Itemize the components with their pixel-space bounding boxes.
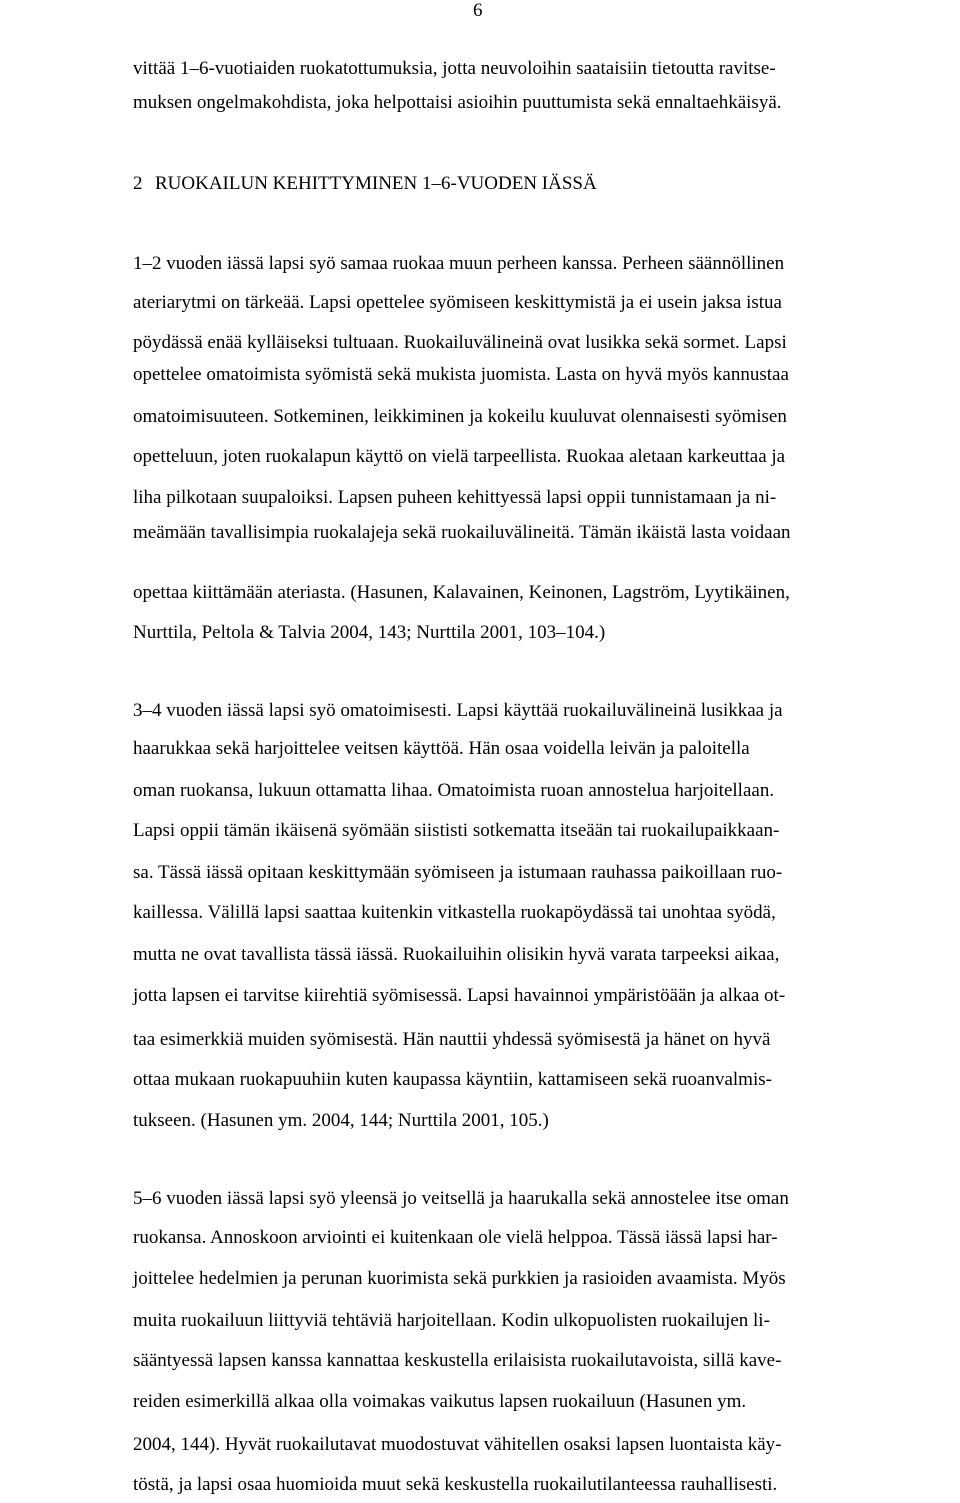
p2-line-7: mutta ne ovat tavallista tässä iässä. Ruokailuihin olisikin hyvä varata tarpeeksi aikaa, (133, 944, 780, 965)
intro-line-1: vittää 1–6-vuotiaiden ruokatottumuksia, jotta neuvoloihin saataisiin tietoutta ravitse- (133, 58, 776, 79)
p1-line-10: Nurttila, Peltola & Talvia 2004, 143; Nurttila 2001, 103–104.) (133, 622, 606, 643)
p2-line-5: sa. Tässä iässä opitaan keskittymään syömiseen ja istumaan rauhassa paikoillaan ruo- (133, 862, 783, 883)
section-number: 2 (133, 173, 143, 194)
p3-line-7: 2004, 144). Hyvät ruokailutavat muodostuvat vähitellen osaksi lapsen luontaista käy- (133, 1434, 782, 1455)
p1-line-8: meämään tavallisimpia ruokalajeja sekä ruokailuvälineitä. Tämän ikäistä lasta voidaan (133, 522, 791, 543)
p2-line-9: taa esimerkkiä muiden syömisestä. Hän nauttii yhdessä syömisestä ja hänet on hyvä (133, 1029, 771, 1050)
p3-line-2: ruokansa. Annoskoon arviointi ei kuitenkaan ole vielä helppoa. Tässä iässä lapsi har- (133, 1227, 778, 1248)
p3-line-6: reiden esimerkillä alkaa olla voimakas vaikutus lapsen ruokailuun (Hasunen ym. (133, 1391, 747, 1412)
p2-line-3: oman ruokansa, lukuun ottamatta lihaa. Omatoimista ruoan annostelua harjoitellaan. (133, 780, 775, 801)
p1-line-4: opettelee omatoimista syömistä sekä mukista juomista. Lasta on hyvä myös kannustaa (133, 364, 789, 385)
p3-line-8: töstä, ja lapsi osaa huomioida muut sekä keskustella ruokailutilanteessa rauhallisesti. (133, 1474, 778, 1495)
page-number: 6 (473, 0, 483, 21)
p3-line-4: muita ruokailuun liittyviä tehtäviä harjoitellaan. Kodin ulkopuolisten ruokailujen li- (133, 1310, 770, 1331)
p1-line-2: ateriarytmi on tärkeää. Lapsi opettelee syömiseen keskittymistä ja ei usein jaksa istua (133, 292, 782, 313)
p1-line-3: pöydässä enää kylläiseksi tultuaan. Ruokailuvälineinä ovat lusikka sekä sormet. Lapsi (133, 332, 787, 353)
p3-line-5: sääntyessä lapsen kanssa kannattaa keskustella erilaisista ruokailutavoista, sillä kave- (133, 1350, 782, 1371)
p2-line-10: ottaa mukaan ruokapuuhiin kuten kaupassa käyntiin, kattamiseen sekä ruoanvalmis- (133, 1069, 772, 1090)
p1-line-6: opetteluun, joten ruokalapun käyttö on vielä tarpeellista. Ruokaa aletaan karkeuttaa ja (133, 446, 786, 467)
p2-line-8: jotta lapsen ei tarvitse kiirehtiä syömisessä. Lapsi havainnoi ympäristöään ja alkaa ot- (133, 985, 786, 1006)
p3-line-3: joittelee hedelmien ja perunan kuorimista sekä purkkien ja rasioiden avaamista. Myös (133, 1268, 786, 1289)
p1-line-5: omatoimisuuteen. Sotkeminen, leikkiminen ja kokeilu kuuluvat olennaisesti syömisen (133, 406, 787, 427)
section-heading (133, 173, 597, 195)
p1-line-9: opettaa kiittämään ateriasta. (Hasunen, Kalavainen, Keinonen, Lagström, Lyytikäinen, (133, 582, 790, 603)
p2-line-11: tukseen. (Hasunen ym. 2004, 144; Nurttila 2001, 105.) (133, 1110, 549, 1131)
p2-line-1: 3–4 vuoden iässä lapsi syö omatoimisesti. Lapsi käyttää ruokailuvälineinä lusikkaa ja (133, 700, 783, 721)
p1-line-7: liha pilkotaan suupaloiksi. Lapsen puheen kehittyessä lapsi oppii tunnistamaan ja ni- (133, 487, 777, 508)
p2-line-4: Lapsi oppii tämän ikäisenä syömään siististi sotkematta itseään tai ruokailupaikkaan- (133, 820, 780, 841)
p1-line-1: 1–2 vuoden iässä lapsi syö samaa ruokaa muun perheen kanssa. Perheen säännöllinen (133, 253, 785, 274)
intro-line-2: muksen ongelmakohdista, joka helpottaisi asioihin puuttumista sekä ennaltaehkäisyä. (133, 92, 782, 113)
section-title: RUOKAILUN KEHITTYMINEN 1–6-VUODEN IÄSSÄ (155, 173, 597, 194)
p2-line-6: kaillessa. Välillä lapsi saattaa kuitenkin vitkastella ruokapöydässä tai unohtaa syödä, (133, 902, 776, 923)
p3-line-1: 5–6 vuoden iässä lapsi syö yleensä jo veitsellä ja haarukalla sekä annostelee itse oman (133, 1188, 789, 1209)
p2-line-2: haarukkaa sekä harjoittelee veitsen käyttöä. Hän osaa voidella leivän ja paloitella (133, 738, 750, 759)
